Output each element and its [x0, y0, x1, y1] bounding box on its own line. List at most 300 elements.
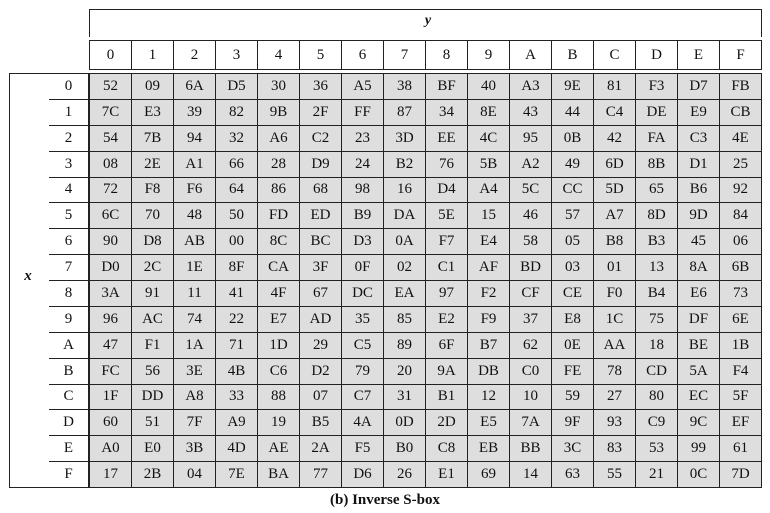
table-cell: 1E: [174, 255, 216, 280]
table-cell: 55: [594, 462, 636, 487]
table-cell: B1: [426, 385, 468, 410]
column-header: 2: [174, 41, 216, 69]
table-cell: E9: [678, 100, 720, 125]
table-cell: 9B: [258, 100, 300, 125]
table-cell: 4E: [732, 129, 749, 146]
table-cell: 2F: [300, 100, 342, 125]
table-cell: 65: [636, 178, 678, 203]
table-cell: 31: [384, 385, 426, 410]
x-axis-label: x: [24, 268, 32, 284]
table-cell: 91: [132, 281, 174, 306]
column-header: 6: [342, 41, 384, 69]
column-header: B: [552, 41, 594, 69]
table-cell: BE: [678, 333, 720, 358]
table-row: [90, 126, 761, 152]
table-cell: FB: [731, 77, 750, 94]
column-header: 9: [468, 41, 510, 69]
table-cell: C5: [342, 333, 384, 358]
figure-caption: (b) Inverse S-box: [329, 492, 440, 508]
table-cell: AD: [300, 307, 342, 332]
table-cell: 92: [733, 181, 748, 198]
table-cell: 89: [384, 333, 426, 358]
table-cell: AB: [174, 229, 216, 254]
table-cell: DB: [468, 359, 510, 384]
table-cell: 5C: [510, 178, 552, 203]
table-cell: 59: [552, 385, 594, 410]
table-cell: 22: [216, 307, 258, 332]
row-header: B: [49, 359, 88, 385]
table-cell: 1D: [258, 333, 300, 358]
table-cell: 20: [384, 359, 426, 384]
table-cell: 1B: [731, 336, 750, 353]
table-cell: 97: [426, 281, 468, 306]
table-cell: 34: [426, 100, 468, 125]
table-cell: 5A: [678, 359, 720, 384]
table-cell: C0: [510, 359, 552, 384]
table-cell: 71: [216, 333, 258, 358]
table-cell: B6: [678, 178, 720, 203]
table-cell: FE: [552, 359, 594, 384]
table-cell: B3: [636, 229, 678, 254]
row-header-column: [49, 73, 89, 488]
row-header: 7: [49, 255, 88, 281]
table-cell: BC: [300, 229, 342, 254]
table-cell: FD: [258, 203, 300, 228]
table-cell: 09: [132, 74, 174, 99]
table-cell: 9E: [552, 74, 594, 99]
table-cell: 6A: [174, 74, 216, 99]
table-cell: CA: [258, 255, 300, 280]
table-cell: 39: [174, 100, 216, 125]
table-cell: 0A: [384, 229, 426, 254]
table-cell: DF: [678, 307, 720, 332]
table-row: [90, 152, 761, 178]
table-cell: BA: [258, 462, 300, 487]
table-cell: 72: [90, 178, 132, 203]
table-cell: 3B: [174, 436, 216, 461]
table-cell: AF: [468, 255, 510, 280]
table-cell: BF: [426, 74, 468, 99]
table-cell: 94: [174, 126, 216, 151]
table-cell: 17: [90, 462, 132, 487]
table-cell: F0: [594, 281, 636, 306]
table-row: [90, 203, 761, 229]
table-cell: 38: [384, 74, 426, 99]
table-cell: 24: [342, 152, 384, 177]
table-cell: 54: [90, 126, 132, 151]
table-cell: 6E: [732, 310, 749, 327]
table-cell: 21: [636, 462, 678, 487]
table-cell: 85: [384, 307, 426, 332]
column-header: 8: [426, 41, 468, 69]
table-cell: 8F: [216, 255, 258, 280]
table-cell: 61: [733, 440, 748, 457]
table-cell: B0: [384, 436, 426, 461]
column-header-row: [89, 40, 762, 70]
table-cell: 6C: [90, 203, 132, 228]
table-cell: 67: [300, 281, 342, 306]
table-cell: 08: [90, 152, 132, 177]
table-cell: 03: [552, 255, 594, 280]
table-cell: 7A: [510, 410, 552, 435]
table-cell: F6: [174, 178, 216, 203]
table-cell: A8: [174, 385, 216, 410]
table-cell: 2C: [132, 255, 174, 280]
table-cell: 27: [594, 385, 636, 410]
table-cell: A6: [258, 126, 300, 151]
table-cell: 8A: [678, 255, 720, 280]
table-cell: EC: [678, 385, 720, 410]
table-row: [90, 255, 761, 281]
table-cell: 0B: [552, 126, 594, 151]
table-cell: D9: [300, 152, 342, 177]
table-cell: 1F: [90, 385, 132, 410]
column-header: 0: [90, 41, 132, 69]
table-row: [90, 281, 761, 307]
table-cell: D2: [300, 359, 342, 384]
table-cell: 35: [342, 307, 384, 332]
column-header: E: [678, 41, 720, 69]
table-cell: FF: [342, 100, 384, 125]
table-row: [90, 462, 761, 487]
table-cell: BB: [510, 436, 552, 461]
table-cell: 84: [733, 207, 748, 224]
table-cell: EE: [426, 126, 468, 151]
table-cell: 9F: [552, 410, 594, 435]
table-cell: 33: [216, 385, 258, 410]
table-cell: A2: [510, 152, 552, 177]
table-cell: 41: [216, 281, 258, 306]
table-cell: D5: [216, 74, 258, 99]
table-cell: AE: [258, 436, 300, 461]
table-cell: E0: [132, 436, 174, 461]
table-cell: D1: [678, 152, 720, 177]
table-cell: 83: [594, 436, 636, 461]
table-cell: 52: [90, 74, 132, 99]
table-cell: 8E: [468, 100, 510, 125]
table-cell: 43: [510, 100, 552, 125]
table-cell: 68: [300, 178, 342, 203]
table-cell: 62: [510, 333, 552, 358]
table-cell: 8D: [636, 203, 678, 228]
table-cell: CC: [552, 178, 594, 203]
table-cell: E8: [552, 307, 594, 332]
row-header: 9: [49, 307, 88, 333]
table-cell: 7C: [90, 100, 132, 125]
table-row: [90, 178, 761, 204]
table-cell: F1: [132, 333, 174, 358]
table-cell: 82: [216, 100, 258, 125]
table-cell: C9: [636, 410, 678, 435]
table-cell: C3: [678, 126, 720, 151]
row-header: E: [49, 436, 88, 462]
table-cell: 7D: [731, 466, 750, 483]
table-cell: E7: [258, 307, 300, 332]
table-cell: 16: [384, 178, 426, 203]
table-cell: 46: [510, 203, 552, 228]
table-cell: A0: [90, 436, 132, 461]
table-cell: 45: [678, 229, 720, 254]
table-cell: EF: [731, 414, 750, 431]
table-cell: 96: [90, 307, 132, 332]
table-cell: F7: [426, 229, 468, 254]
table-cell: 77: [300, 462, 342, 487]
column-header: C: [594, 41, 636, 69]
table-cell: C7: [342, 385, 384, 410]
table-cell: EB: [468, 436, 510, 461]
table-row: [90, 74, 761, 100]
column-header: F: [736, 46, 745, 63]
y-axis-label: y: [424, 13, 432, 28]
table-cell: 58: [510, 229, 552, 254]
table-cell: FA: [636, 126, 678, 151]
table-cell: B2: [384, 152, 426, 177]
table-cell: 76: [426, 152, 468, 177]
table-cell: 73: [733, 284, 748, 301]
table-cell: 3D: [384, 126, 426, 151]
table-cell: 5E: [426, 203, 468, 228]
table-cell: A7: [594, 203, 636, 228]
table-row: [90, 307, 761, 333]
table-cell: E5: [468, 410, 510, 435]
table-cell: F8: [132, 178, 174, 203]
table-cell: A9: [216, 410, 258, 435]
table-cell: 0D: [384, 410, 426, 435]
table-cell: 7E: [216, 462, 258, 487]
table-cell: 7F: [174, 410, 216, 435]
table-cell: 01: [594, 255, 636, 280]
table-cell: A5: [342, 74, 384, 99]
table-cell: DE: [636, 100, 678, 125]
column-header: 7: [384, 41, 426, 69]
table-cell: D0: [90, 255, 132, 280]
table-row: [90, 385, 761, 411]
table-cell: 6B: [731, 259, 750, 276]
table-cell: ED: [300, 203, 342, 228]
table-cell: 0F: [342, 255, 384, 280]
row-header: F: [64, 466, 73, 483]
table-cell: F5: [342, 436, 384, 461]
table-cell: 1C: [594, 307, 636, 332]
table-row: [90, 100, 761, 126]
table-cell: 70: [132, 203, 174, 228]
table-row: [90, 229, 761, 255]
table-cell: A3: [510, 74, 552, 99]
table-cell: 81: [594, 74, 636, 99]
table-cell: 28: [258, 152, 300, 177]
table-cell: 95: [510, 126, 552, 151]
table-cell: D3: [342, 229, 384, 254]
table-cell: A1: [174, 152, 216, 177]
table-cell: 88: [258, 385, 300, 410]
table-cell: 53: [636, 436, 678, 461]
table-cell: 50: [216, 203, 258, 228]
table-cell: E4: [468, 229, 510, 254]
table-cell: 79: [342, 359, 384, 384]
table-cell: 00: [216, 229, 258, 254]
table-cell: 30: [258, 74, 300, 99]
table-cell: 2E: [132, 152, 174, 177]
table-cell: CF: [510, 281, 552, 306]
table-cell: 2D: [426, 410, 468, 435]
table-cell: 90: [90, 229, 132, 254]
table-cell: F9: [468, 307, 510, 332]
table-cell: B8: [594, 229, 636, 254]
column-header: 1: [132, 41, 174, 69]
table-cell: 3C: [552, 436, 594, 461]
sbox-table: [89, 73, 762, 488]
row-header: 4: [49, 178, 88, 204]
table-cell: BD: [510, 255, 552, 280]
table-cell: 9D: [678, 203, 720, 228]
table-cell: 75: [636, 307, 678, 332]
table-row: [90, 359, 761, 385]
table-cell: DA: [384, 203, 426, 228]
table-cell: 1A: [174, 333, 216, 358]
table-cell: 6D: [594, 152, 636, 177]
table-cell: 05: [552, 229, 594, 254]
table-cell: CE: [552, 281, 594, 306]
table-cell: 04: [174, 462, 216, 487]
table-cell: C4: [594, 100, 636, 125]
table-cell: C6: [258, 359, 300, 384]
table-cell: C8: [426, 436, 468, 461]
table-cell: 49: [552, 152, 594, 177]
table-cell: 78: [594, 359, 636, 384]
table-cell: 40: [468, 74, 510, 99]
table-cell: 13: [636, 255, 678, 280]
row-header: 1: [49, 100, 88, 126]
table-cell: 3A: [90, 281, 132, 306]
column-header: D: [636, 41, 678, 69]
table-cell: 57: [552, 203, 594, 228]
table-cell: C2: [300, 126, 342, 151]
table-cell: 32: [216, 126, 258, 151]
table-cell: 14: [510, 462, 552, 487]
table-cell: 29: [300, 333, 342, 358]
row-header: C: [49, 385, 88, 411]
table-cell: 74: [174, 307, 216, 332]
column-header: 5: [300, 41, 342, 69]
table-cell: 5B: [468, 152, 510, 177]
row-header: A: [49, 333, 88, 359]
table-cell: AC: [132, 307, 174, 332]
table-cell: B9: [342, 203, 384, 228]
table-cell: 4C: [468, 126, 510, 151]
table-cell: D4: [426, 178, 468, 203]
table-cell: A4: [468, 178, 510, 203]
table-cell: D6: [342, 462, 384, 487]
table-cell: 18: [636, 333, 678, 358]
table-row: [90, 436, 761, 462]
table-cell: 10: [510, 385, 552, 410]
table-cell: 66: [216, 152, 258, 177]
row-header: D: [49, 410, 88, 436]
table-cell: E6: [678, 281, 720, 306]
row-header: 6: [49, 229, 88, 255]
table-cell: 06: [733, 233, 748, 250]
table-cell: 99: [678, 436, 720, 461]
row-header: 8: [49, 281, 88, 307]
table-cell: 07: [300, 385, 342, 410]
column-header: A: [510, 41, 552, 69]
table-cell: 37: [510, 307, 552, 332]
table-cell: 44: [552, 100, 594, 125]
table-cell: 9C: [678, 410, 720, 435]
table-cell: FC: [90, 359, 132, 384]
table-cell: 48: [174, 203, 216, 228]
table-cell: 19: [258, 410, 300, 435]
table-cell: 7B: [132, 126, 174, 151]
table-cell: C1: [426, 255, 468, 280]
table-cell: 12: [468, 385, 510, 410]
table-cell: 0E: [552, 333, 594, 358]
table-cell: CD: [636, 359, 678, 384]
table-cell: D7: [678, 74, 720, 99]
table-cell: 42: [594, 126, 636, 151]
table-cell: 86: [258, 178, 300, 203]
table-cell: D8: [132, 229, 174, 254]
table-cell: 2A: [300, 436, 342, 461]
table-cell: 3F: [300, 255, 342, 280]
table-row: [90, 410, 761, 436]
table-cell: 80: [636, 385, 678, 410]
table-cell: E3: [132, 100, 174, 125]
table-cell: 11: [174, 281, 216, 306]
table-cell: F3: [636, 74, 678, 99]
table-cell: 23: [342, 126, 384, 151]
table-cell: B4: [636, 281, 678, 306]
table-cell: EA: [384, 281, 426, 306]
table-cell: E1: [426, 462, 468, 487]
row-header: 5: [49, 203, 88, 229]
table-cell: CB: [730, 103, 751, 120]
table-cell: 6F: [426, 333, 468, 358]
column-header: 3: [216, 41, 258, 69]
table-cell: 4F: [258, 281, 300, 306]
table-cell: 60: [90, 410, 132, 435]
table-cell: 5F: [732, 388, 749, 405]
table-cell: 25: [733, 155, 748, 172]
table-cell: 4A: [342, 410, 384, 435]
table-cell: B7: [468, 333, 510, 358]
table-cell: B5: [300, 410, 342, 435]
row-header: 2: [49, 126, 88, 152]
table-cell: 93: [594, 410, 636, 435]
table-cell: 87: [384, 100, 426, 125]
table-cell: 0C: [678, 462, 720, 487]
table-cell: 69: [468, 462, 510, 487]
table-cell: 8C: [258, 229, 300, 254]
table-cell: 2B: [132, 462, 174, 487]
table-cell: 26: [384, 462, 426, 487]
table-cell: 8B: [636, 152, 678, 177]
table-cell: 15: [468, 203, 510, 228]
table-cell: F4: [732, 362, 749, 379]
table-cell: 98: [342, 178, 384, 203]
column-header: 4: [258, 41, 300, 69]
table-cell: DD: [132, 385, 174, 410]
table-cell: 56: [132, 359, 174, 384]
table-cell: 3E: [174, 359, 216, 384]
table-row: [90, 333, 761, 359]
row-header: 0: [49, 74, 88, 100]
row-header: 3: [49, 152, 88, 178]
table-cell: 9A: [426, 359, 468, 384]
table-cell: 02: [384, 255, 426, 280]
table-cell: F2: [468, 281, 510, 306]
table-cell: 36: [300, 74, 342, 99]
